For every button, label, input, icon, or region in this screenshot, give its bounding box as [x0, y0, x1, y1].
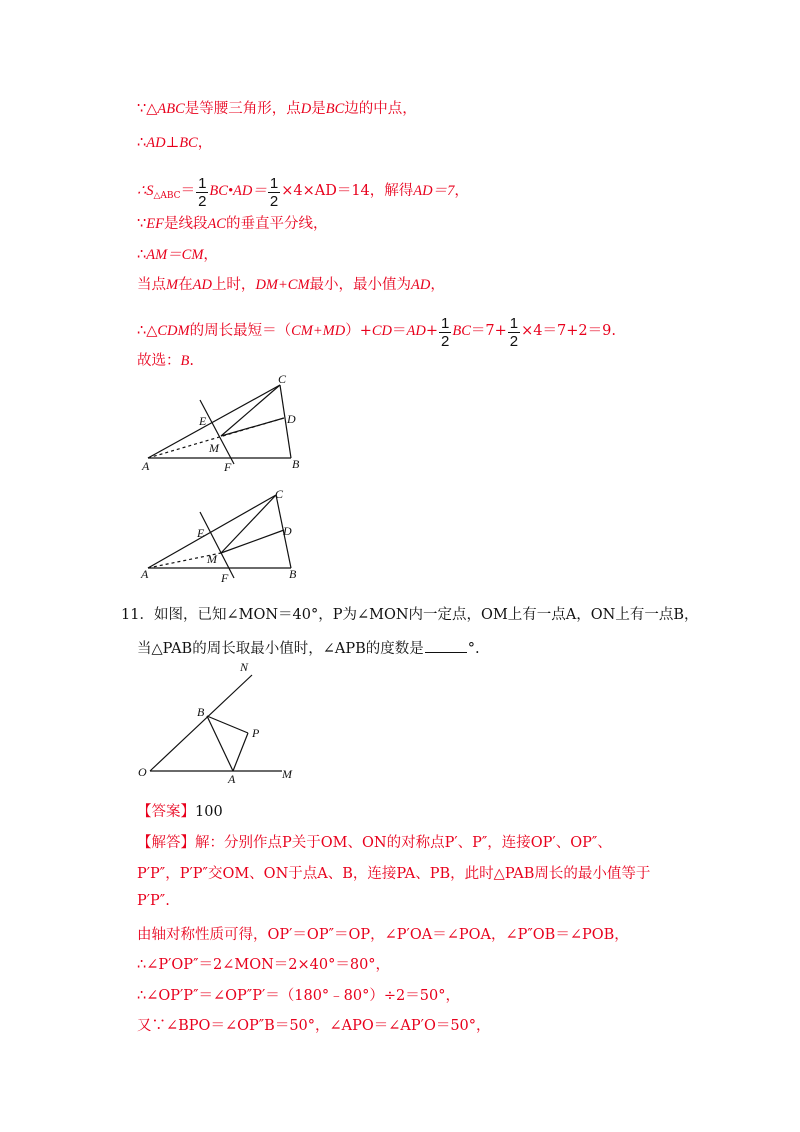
label-n: N — [240, 660, 249, 674]
label-b: B — [197, 705, 205, 719]
label-f: F — [224, 460, 232, 474]
figure-triangle-1 — [130, 370, 320, 480]
problem-11-line-1: 11．如图，已知∠MON＝40°，P为∠MON内一定点，OM上有一点A，ON上有一点B， — [121, 607, 699, 623]
solution-line-3: $\therefore S_{\triangle ABC}=$ $\frac{1}{2}$ BC•AD＝ $\frac{1}{2}$ ×4×AD＝14，解得AD＝7， — [137, 175, 469, 210]
label-f: F — [221, 571, 229, 585]
solution-line-4: ∵EF是线段AC的垂直平分线， — [137, 216, 328, 232]
answer-label: 【答案】 — [137, 804, 195, 820]
label-e: E — [199, 414, 207, 428]
label-p: P — [252, 726, 260, 740]
label-b: B — [292, 457, 300, 471]
solution-line-7: ∴△CDM的周长最短＝（CM+MD）+CD＝AD+ $\frac{1}{2}$ BC＝7+ $\frac{1}{2}$ ×4＝7+2＝9. — [137, 315, 616, 350]
analysis-line-4: 由轴对称性质可得，OP′＝OP″＝OP，∠P′OA＝∠POA，∠P″OB＝∠POB， — [137, 927, 629, 943]
solution-line-6: 当点M在AD上时，DM+CM最小，最小值为AD， — [137, 277, 445, 293]
solution-line-2: ∴AD⊥BC， — [137, 135, 213, 151]
label-e: E — [197, 526, 205, 540]
analysis-line-2: P′P″，P′P″交OM、ON于点A、B，连接PA、PB，此时△PAB周长的最小值等于 — [137, 866, 651, 882]
analysis-line-1: 【解答】解：分别作点P关于OM、ON的对称点P′、P″，连接OP′、OP″、 — [137, 835, 612, 851]
label-m: M — [207, 552, 217, 566]
answer-line — [137, 800, 223, 821]
label-c: C — [275, 487, 284, 501]
label-d: D — [287, 412, 296, 426]
analysis-line-7: 又∵∠BPO＝∠OP″B＝50°，∠APO＝∠AP′O＝50°， — [137, 1018, 491, 1034]
analysis-line-5: ∴∠P′OP″＝2∠MON＝2×40°＝80°， — [137, 957, 391, 973]
problem-11-line-2: 当△PAB的周长取最小值时，∠APB的度数是 °. — [137, 641, 480, 657]
fraction-half: $\frac{1}{2}$ — [509, 315, 519, 350]
answer-blank — [425, 640, 467, 653]
solution-line-1: ∵△ABC是等腰三角形，点D是BC边的中点， — [137, 101, 417, 117]
label-c: C — [278, 372, 287, 386]
analysis-line-6: ∴∠OP′P″＝∠OP″P′＝（180°﹣80°）÷2＝50°， — [137, 988, 460, 1004]
label-b: B — [289, 567, 297, 581]
fraction-half: $\frac{1}{2}$ — [269, 175, 279, 210]
label-o: O — [138, 765, 147, 779]
fraction-half: $\frac{1}{2}$ — [198, 175, 207, 210]
solution-line-8: 故选：B. — [137, 353, 194, 369]
answer-value: 100 — [195, 804, 223, 820]
label-a: A — [228, 772, 236, 785]
label-a: A — [142, 459, 150, 473]
label-m: M — [282, 767, 292, 781]
analysis-line-3: P′P″. — [137, 893, 170, 909]
figure-angle-mon — [130, 655, 305, 785]
analysis-label: 【解答】 — [137, 835, 195, 851]
label-m: M — [209, 441, 219, 455]
problem-number: 11． — [121, 607, 154, 623]
figure-triangle-2 — [130, 480, 320, 585]
label-a: A — [141, 567, 149, 581]
label-d: D — [283, 524, 292, 538]
solution-line-5: ∴AM＝CM， — [137, 247, 218, 263]
fraction-half: $\frac{1}{2}$ — [441, 315, 450, 350]
